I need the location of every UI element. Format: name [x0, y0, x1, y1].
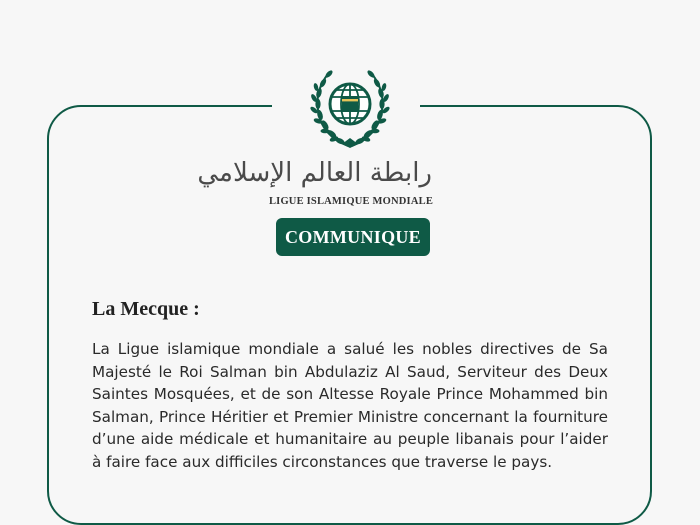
article-body: La Ligue islamique mondiale a salué les nobles directives de Sa Majesté le Roi Salman bin Abdulaziz Al Saud, Serviteur des Deux Saintes Mosquées, et de son Altesse Royale Prince Mohammed bin Salman, Prince Héritier et Premier Ministre concernant la fourniture d’une aide médicale et humanitaire au peuple libanais pour l’aider à faire face aux difficiles circonstances que traverse le pays. — [92, 340, 608, 471]
globe-laurel-emblem-icon — [310, 66, 390, 148]
organization-arabic-name: رابطة العالم الإسلامي — [197, 158, 432, 188]
article-dateline: La Mecque : — [92, 298, 200, 320]
organization-latin-name: LIGUE ISLAMIQUE MONDIALE — [268, 196, 434, 207]
communique-badge: COMMUNIQUE — [276, 218, 430, 256]
